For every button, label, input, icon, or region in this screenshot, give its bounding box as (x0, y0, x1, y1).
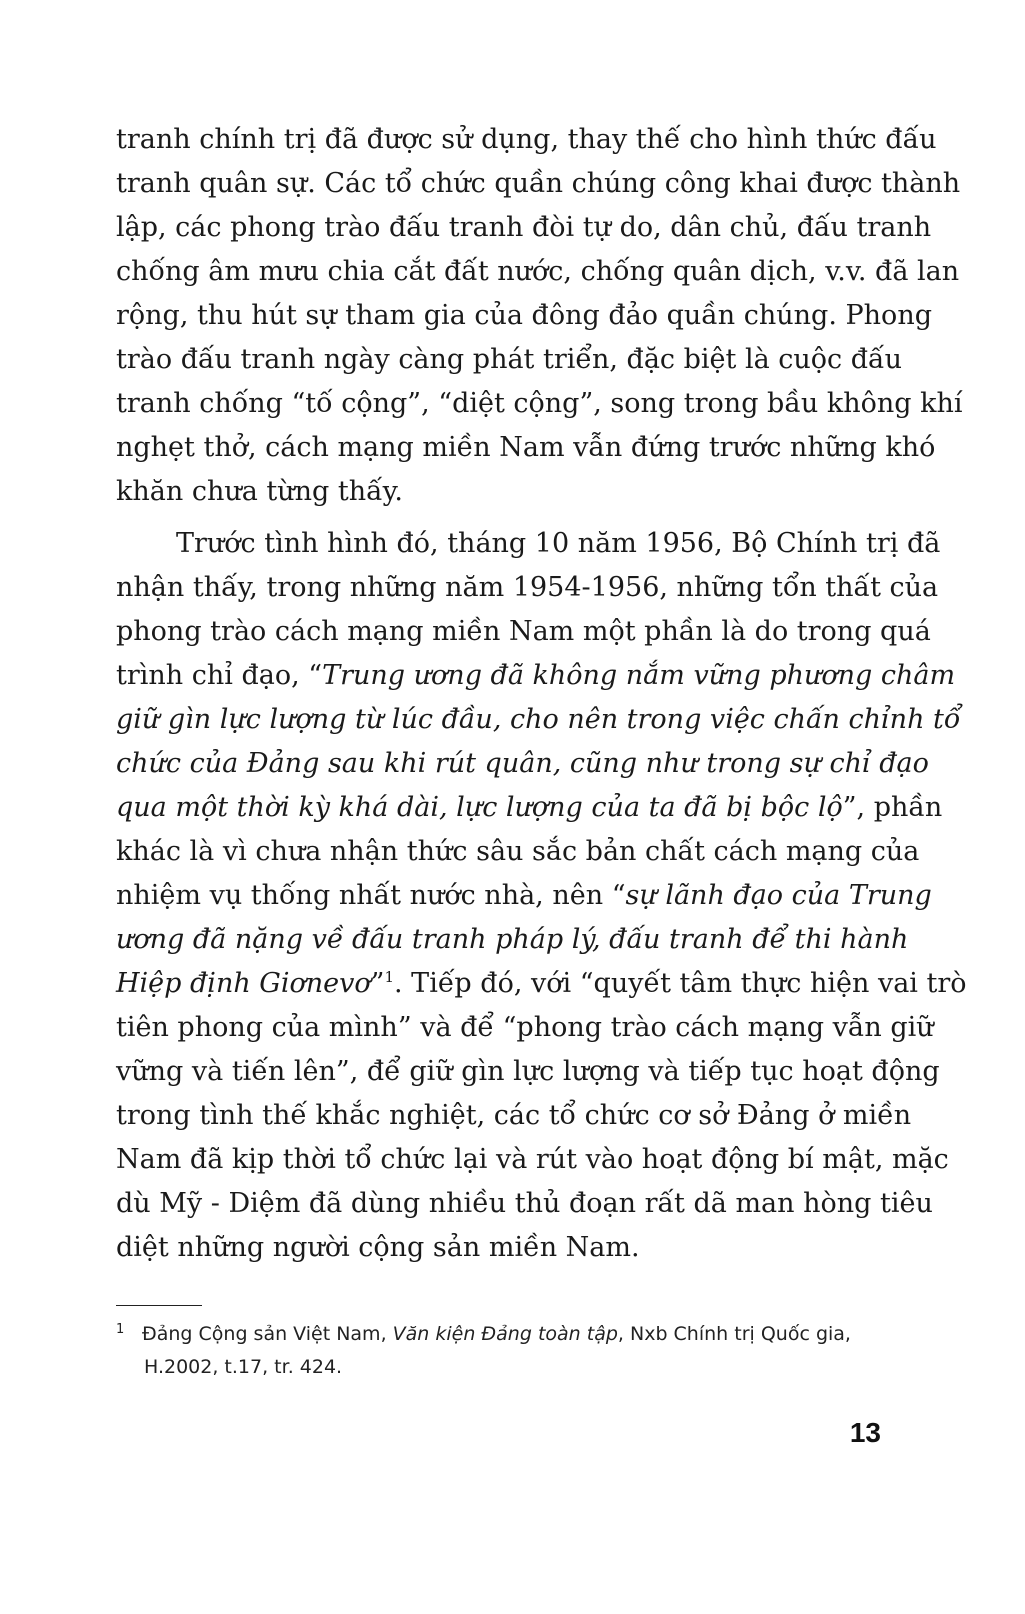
text-line (116, 962, 967, 1006)
text-line: rộng, thu hút sự tham gia của đông đảo quần chúng. Phong (116, 300, 932, 331)
text-line: chống âm mưu chia cắt đất nước, chống quân dịch, v.v. đã lan (116, 256, 960, 287)
text-line: tranh quân sự. Các tổ chức quần chúng công khai được thành (116, 168, 961, 199)
text-line: diệt những người cộng sản miền Nam. (116, 1232, 640, 1263)
text-run: . Tiếp đó, với “quyết tâm thực hiện vai trò (394, 968, 967, 999)
quote-italic: Trung ương đã không nắm vững phương châm (322, 660, 956, 691)
text-line: nhận thấy, trong những năm 1954-1956, những tổn thất của (116, 572, 939, 603)
text-run: nhiệm vụ thống nhất nước nhà, nên “ (116, 880, 626, 911)
text-line: phong trào cách mạng miền Nam một phần là do trong quá (116, 616, 931, 647)
text-line: trào đấu tranh ngày càng phát triển, đặc biệt là cuộc đấu (116, 344, 902, 375)
paragraph-1 (116, 118, 963, 514)
text-line (116, 874, 932, 918)
quote-line: giữ gìn lực lượng từ lúc đầu, cho nên trong việc chấn chỉnh tổ (116, 704, 961, 735)
text-line: lập, các phong trào đấu tranh đòi tự do, dân chủ, đấu tranh (116, 212, 932, 243)
text-line: khăn chưa từng thấy. (116, 476, 403, 507)
text-run: ” (370, 968, 385, 999)
text-line (116, 786, 943, 830)
page-number: 13 (849, 1417, 881, 1448)
footnote-text: , Nxb Chính trị Quốc gia, (617, 1323, 851, 1345)
text-line: vững và tiến lên”, để giữ gìn lực lượng và tiếp tục hoạt động (116, 1056, 940, 1087)
footnote-ref[interactable]: 1 (384, 968, 395, 986)
quote-italic: sự lãnh đạo của Trung (625, 880, 932, 911)
text-line: trong tình thế khắc nghiệt, các tổ chức cơ sở Đảng ở miền (116, 1100, 912, 1131)
text-line: nghẹt thở, cách mạng miền Nam vẫn đứng trước những khó (116, 432, 936, 463)
footnote-line (116, 1318, 881, 1351)
footnote-book-title: Văn kiện Đảng toàn tập (392, 1323, 618, 1345)
text-line: dù Mỹ - Diệm đã dùng nhiều thủ đoạn rất dã man hòng tiêu (116, 1188, 933, 1219)
text-line: Nam đã kịp thời tổ chức lại và rút vào hoạt động bí mật, mặc (116, 1144, 949, 1175)
text-line: tiên phong của mình” và để “phong trào cách mạng vẫn giữ (116, 1012, 934, 1043)
quote-line: chức của Đảng sau khi rút quân, cũng như trong sự chỉ đạo (116, 748, 929, 779)
quote-italic: Hiệp định Giơnevơ (116, 968, 371, 999)
footnote-number: 1 (116, 1322, 125, 1337)
text-line: tranh chống “tố cộng”, “diệt cộng”, song trong bầu không khí (116, 388, 963, 419)
quote-italic: qua một thời kỳ khá dài, lực lượng của ta đã bị bộc lộ (116, 792, 843, 823)
text-run: ”, phần (842, 792, 943, 823)
text-line: Trước tình hình đó, tháng 10 năm 1956, Bộ Chính trị đã (176, 528, 941, 559)
text-line: khác là vì chưa nhận thức sâu sắc bản chất cách mạng của (116, 836, 920, 867)
footnote-line: H.2002, t.17, tr. 424. (144, 1356, 343, 1378)
footnote (116, 1318, 881, 1384)
quote-line: ương đã nặng về đấu tranh pháp lý, đấu tranh để thi hành (116, 924, 909, 955)
text-run: trình chỉ đạo, “ (116, 660, 323, 691)
footnote-divider (116, 1305, 202, 1306)
text-line (116, 654, 956, 698)
text-line: tranh chính trị đã được sử dụng, thay thế cho hình thức đấu (116, 124, 937, 155)
footnote-text: Đảng Cộng sản Việt Nam, (142, 1323, 393, 1345)
paragraph-2 (116, 522, 967, 1270)
